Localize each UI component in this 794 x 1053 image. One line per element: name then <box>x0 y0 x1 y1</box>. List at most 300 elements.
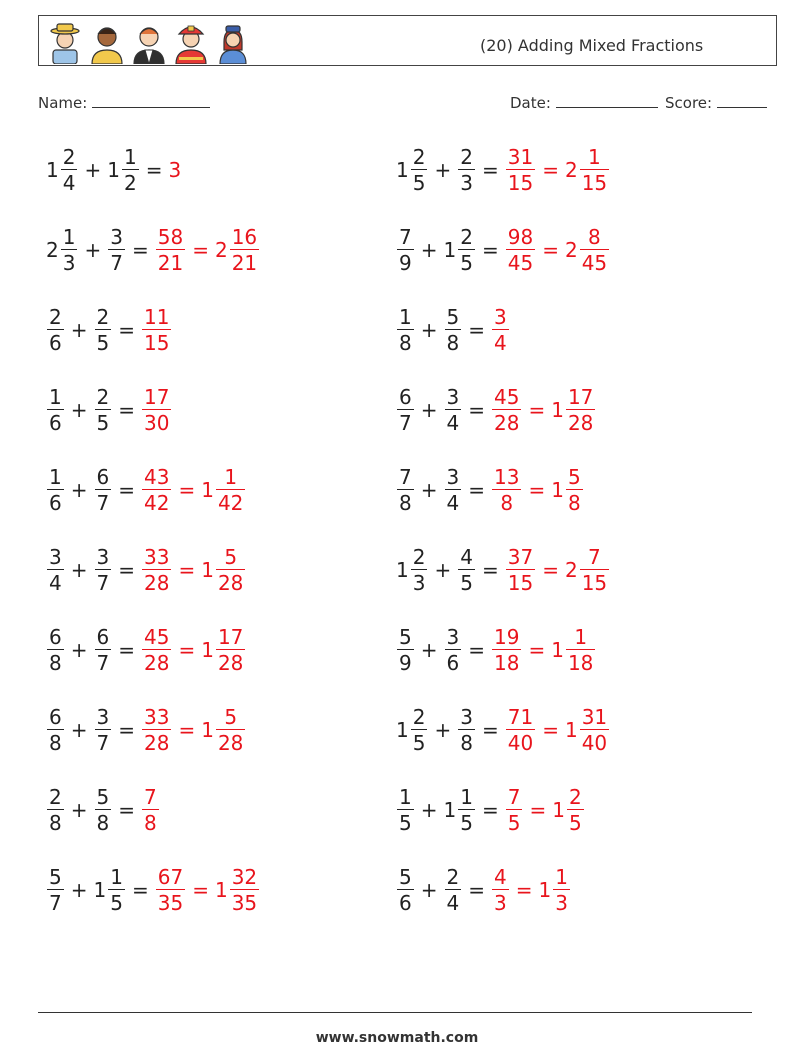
answer <box>155 864 260 916</box>
denominator: 45 <box>507 251 534 276</box>
numerator: 3 <box>494 304 507 329</box>
whole-number: 1 <box>201 478 214 502</box>
fraction <box>61 224 78 276</box>
problem-7 <box>46 378 172 442</box>
numerator: 33 <box>144 704 170 729</box>
fraction <box>47 544 64 596</box>
numerator: 7 <box>507 784 521 809</box>
fraction <box>580 544 609 596</box>
equals-sign: = <box>131 238 149 262</box>
answer <box>141 384 172 436</box>
fraction <box>95 304 112 356</box>
numerator: 7 <box>588 544 601 569</box>
problem-14 <box>396 618 596 682</box>
denominator: 5 <box>412 171 426 196</box>
denominator: 8 <box>49 651 62 676</box>
equals-sign: = <box>481 558 499 582</box>
improper-fraction <box>491 304 510 356</box>
equals-sign: = <box>542 718 559 742</box>
equals-sign: = <box>145 158 163 182</box>
score-field <box>665 93 767 112</box>
denominator: 4 <box>446 891 460 916</box>
addend-2 <box>457 144 476 196</box>
problem-10 <box>396 458 584 522</box>
date-blank <box>556 93 658 108</box>
numerator: 2 <box>412 144 426 169</box>
explorer-avatar-icon <box>47 20 83 64</box>
denominator: 4 <box>446 411 460 436</box>
denominator: 15 <box>144 331 170 356</box>
denominator: 42 <box>217 491 244 516</box>
numerator: 1 <box>123 144 137 169</box>
numerator: 1 <box>574 624 588 649</box>
improper-fraction <box>491 624 522 676</box>
addend-1 <box>396 224 415 276</box>
fraction <box>47 864 64 916</box>
answer <box>505 544 610 596</box>
numerator: 7 <box>144 784 157 809</box>
mixed-result <box>201 544 246 596</box>
denominator: 3 <box>412 571 426 596</box>
numerator: 6 <box>399 384 412 409</box>
denominator: 8 <box>49 731 62 756</box>
fraction <box>506 224 535 276</box>
addend-1 <box>46 384 65 436</box>
improper-fraction <box>141 784 160 836</box>
denominator: 5 <box>460 811 473 836</box>
numerator: 2 <box>96 384 110 409</box>
denominator: 7 <box>96 651 110 676</box>
numerator: 2 <box>96 304 110 329</box>
numerator: 3 <box>96 544 110 569</box>
numerator: 5 <box>399 624 412 649</box>
denominator: 6 <box>446 651 460 676</box>
addend-1 <box>46 144 78 196</box>
addend-1 <box>396 624 415 676</box>
numerator: 31 <box>581 704 608 729</box>
numerator: 17 <box>217 624 244 649</box>
fraction <box>445 304 462 356</box>
equals-sign: = <box>468 638 485 662</box>
addend-1 <box>46 864 65 916</box>
plus-sign: + <box>420 878 438 902</box>
numerator: 7 <box>399 224 412 249</box>
fraction <box>47 704 64 756</box>
fraction <box>445 864 462 916</box>
answer <box>491 384 596 436</box>
whole-number: 3 <box>168 158 182 182</box>
whole-number: 1 <box>551 478 564 502</box>
fraction <box>506 144 535 196</box>
footer-url: www.snowmath.com <box>315 1030 479 1046</box>
denominator: 5 <box>568 811 582 836</box>
fraction <box>580 144 609 196</box>
numerator: 1 <box>49 464 62 489</box>
mixed-result <box>201 464 246 516</box>
fraction <box>122 144 139 196</box>
answer <box>141 464 246 516</box>
fraction <box>230 224 259 276</box>
denominator: 6 <box>49 411 62 436</box>
denominator: 30 <box>144 411 170 436</box>
numerator: 6 <box>96 464 110 489</box>
denominator: 3 <box>494 891 507 916</box>
addend-1 <box>46 784 65 836</box>
problem-8 <box>396 378 596 442</box>
denominator: 28 <box>217 571 244 596</box>
answer <box>491 864 571 916</box>
numerator: 5 <box>96 784 110 809</box>
plus-sign: + <box>84 238 102 262</box>
whole-number: 1 <box>538 878 552 902</box>
numerator: 5 <box>399 864 412 889</box>
plus-sign: + <box>434 558 452 582</box>
mixed-result <box>201 704 246 756</box>
equals-sign: = <box>481 718 499 742</box>
problem-3 <box>46 218 260 282</box>
numerator: 37 <box>507 544 534 569</box>
whole-number: 2 <box>214 238 228 262</box>
problem-19 <box>46 858 260 922</box>
denominator: 7 <box>96 571 110 596</box>
fraction <box>142 704 171 756</box>
whole-number: 1 <box>107 158 120 182</box>
denominator: 8 <box>49 811 62 836</box>
equals-sign: = <box>542 558 559 582</box>
whole-number: 2 <box>564 158 578 182</box>
numerator: 2 <box>460 224 473 249</box>
equals-sign: = <box>468 878 485 902</box>
score-blank <box>717 93 767 108</box>
denominator: 5 <box>96 331 110 356</box>
numerator: 8 <box>588 224 601 249</box>
numerator: 45 <box>494 384 520 409</box>
fraction <box>580 704 609 756</box>
denominator: 28 <box>217 651 244 676</box>
fraction <box>108 224 125 276</box>
denominator: 3 <box>62 251 76 276</box>
date-field <box>510 93 658 112</box>
numerator: 3 <box>446 464 460 489</box>
equals-sign: = <box>178 478 196 502</box>
denominator: 21 <box>157 251 184 276</box>
answer <box>141 544 246 596</box>
numerator: 6 <box>96 624 110 649</box>
numerator: 6 <box>49 704 62 729</box>
numerator: 3 <box>460 704 473 729</box>
denominator: 15 <box>507 171 534 196</box>
mixed-result <box>564 544 610 596</box>
answer <box>505 224 610 276</box>
fraction <box>216 544 245 596</box>
plus-sign: + <box>434 718 452 742</box>
denominator: 42 <box>144 491 170 516</box>
equals-sign: = <box>192 238 209 262</box>
addend-2 <box>94 304 113 356</box>
answer <box>141 704 246 756</box>
fraction <box>142 384 171 436</box>
fraction <box>47 384 64 436</box>
fraction <box>108 864 125 916</box>
answer <box>141 304 172 356</box>
addend-2 <box>107 144 139 196</box>
numerator: 2 <box>49 304 62 329</box>
numerator: 2 <box>568 784 582 809</box>
name-label: Name: <box>38 94 88 112</box>
improper-fraction <box>505 544 536 596</box>
plus-sign: + <box>420 798 438 822</box>
addend-1 <box>46 624 65 676</box>
problem-16 <box>396 698 610 762</box>
whole-number: 2 <box>46 238 59 262</box>
whole-number: 1 <box>201 718 214 742</box>
equals-sign: = <box>481 158 499 182</box>
fraction <box>142 464 171 516</box>
fraction <box>492 384 521 436</box>
numerator: 4 <box>460 544 473 569</box>
denominator: 8 <box>399 331 412 356</box>
equals-sign: = <box>468 398 485 422</box>
answer <box>168 158 182 182</box>
whole-number: 1 <box>396 158 409 182</box>
plus-sign: + <box>70 398 88 422</box>
answer <box>505 704 610 756</box>
denominator: 7 <box>110 251 123 276</box>
whole-number: 1 <box>396 718 409 742</box>
denominator: 5 <box>110 891 123 916</box>
equals-sign: = <box>542 238 559 262</box>
date-label: Date: <box>510 94 551 112</box>
addend-1 <box>396 784 415 836</box>
denominator: 3 <box>460 171 473 196</box>
fraction <box>506 784 523 836</box>
equals-sign: = <box>118 318 135 342</box>
mixed-result <box>551 384 596 436</box>
numerator: 5 <box>224 704 238 729</box>
fraction <box>566 384 595 436</box>
numerator: 1 <box>399 304 412 329</box>
fraction <box>95 544 112 596</box>
numerator: 5 <box>224 544 238 569</box>
whole-number: 2 <box>564 238 578 262</box>
addend-2 <box>444 464 463 516</box>
addend-2 <box>94 464 113 516</box>
worksheet-header <box>38 15 777 66</box>
equals-sign: = <box>528 478 546 502</box>
fraction <box>142 544 171 596</box>
plus-sign: + <box>70 558 88 582</box>
whole-number: 1 <box>201 638 214 662</box>
improper-fraction <box>155 864 186 916</box>
mixed-result <box>168 158 182 182</box>
denominator: 4 <box>494 331 507 356</box>
name-field <box>38 93 210 112</box>
fraction <box>445 384 462 436</box>
numerator: 6 <box>49 624 62 649</box>
denominator: 4 <box>446 491 460 516</box>
numerator: 1 <box>555 864 568 889</box>
addend-1 <box>46 464 65 516</box>
numerator: 16 <box>231 224 258 249</box>
denominator: 5 <box>96 411 110 436</box>
denominator: 28 <box>144 731 170 756</box>
fraction <box>567 784 584 836</box>
fraction <box>397 624 414 676</box>
whole-number: 1 <box>552 798 565 822</box>
problem-11 <box>46 538 246 602</box>
fraction <box>458 704 475 756</box>
equals-sign: = <box>528 638 546 662</box>
fraction <box>397 224 414 276</box>
answer <box>155 224 260 276</box>
addend-2 <box>443 784 476 836</box>
addend-1 <box>396 864 415 916</box>
numerator: 3 <box>110 224 123 249</box>
equals-sign: = <box>118 478 135 502</box>
fraction <box>142 304 171 356</box>
plus-sign: + <box>420 398 438 422</box>
denominator: 5 <box>399 811 412 836</box>
improper-fraction <box>141 704 172 756</box>
addend-1 <box>46 304 65 356</box>
addend-2 <box>443 224 476 276</box>
denominator: 6 <box>399 891 412 916</box>
denominator: 15 <box>581 571 608 596</box>
denominator: 18 <box>567 651 594 676</box>
mixed-result <box>214 864 260 916</box>
addend-1 <box>396 704 428 756</box>
addend-2 <box>444 864 463 916</box>
improper-fraction <box>505 704 536 756</box>
fraction <box>47 624 64 676</box>
plus-sign: + <box>420 638 438 662</box>
denominator: 45 <box>581 251 608 276</box>
waiter-avatar-icon <box>131 20 167 64</box>
fraction <box>506 704 535 756</box>
numerator: 3 <box>446 384 460 409</box>
equals-sign: = <box>529 798 547 822</box>
numerator: 1 <box>110 864 123 889</box>
name-blank <box>92 93 210 108</box>
equals-sign: = <box>118 798 135 822</box>
numerator: 71 <box>507 704 534 729</box>
fraction <box>492 624 521 676</box>
mixed-result <box>538 864 571 916</box>
whole-number: 1 <box>564 718 578 742</box>
numerator: 1 <box>588 144 601 169</box>
equals-sign: = <box>118 398 135 422</box>
denominator: 4 <box>49 571 62 596</box>
fraction <box>492 864 509 916</box>
problem-1 <box>46 138 182 202</box>
denominator: 8 <box>446 331 460 356</box>
mixed-result <box>201 624 246 676</box>
denominator: 7 <box>96 731 110 756</box>
addend-1 <box>396 544 428 596</box>
whole-number: 1 <box>46 158 59 182</box>
equals-sign: = <box>481 238 499 262</box>
numerator: 2 <box>446 864 460 889</box>
improper-fraction <box>141 464 172 516</box>
whole-number: 1 <box>214 878 228 902</box>
denominator: 8 <box>460 731 473 756</box>
whole-number: 1 <box>201 558 214 582</box>
numerator: 2 <box>412 544 426 569</box>
numerator: 45 <box>144 624 170 649</box>
numerator: 4 <box>494 864 507 889</box>
fraction <box>580 224 609 276</box>
denominator: 8 <box>96 811 110 836</box>
addend-2 <box>444 624 463 676</box>
numerator: 3 <box>446 624 460 649</box>
fraction <box>553 864 570 916</box>
addend-2 <box>93 864 126 916</box>
fraction <box>95 384 112 436</box>
addend-1 <box>46 224 78 276</box>
fraction <box>95 784 112 836</box>
denominator: 6 <box>49 331 62 356</box>
fraction <box>216 464 245 516</box>
fraction <box>95 464 112 516</box>
denominator: 28 <box>144 651 170 676</box>
denominator: 40 <box>581 731 608 756</box>
improper-fraction <box>155 224 186 276</box>
improper-fraction <box>505 784 524 836</box>
improper-fraction <box>491 864 510 916</box>
addend-1 <box>396 464 415 516</box>
numerator: 1 <box>224 464 238 489</box>
fraction <box>397 784 414 836</box>
addend-2 <box>94 544 113 596</box>
avatar-strip <box>47 20 251 64</box>
fraction <box>492 464 521 516</box>
fraction <box>458 544 475 596</box>
plus-sign: + <box>70 478 88 502</box>
score-label: Score: <box>665 94 713 112</box>
whole-number: 2 <box>564 558 578 582</box>
equals-sign: = <box>118 558 135 582</box>
whole-number: 1 <box>396 558 409 582</box>
problem-15 <box>46 698 246 762</box>
denominator: 15 <box>581 171 608 196</box>
fraction <box>411 144 428 196</box>
addend-2 <box>94 784 113 836</box>
fraction <box>216 624 245 676</box>
denominator: 8 <box>399 491 412 516</box>
fraction <box>458 224 475 276</box>
plus-sign: + <box>70 798 88 822</box>
equals-sign: = <box>542 158 559 182</box>
answer <box>141 784 160 836</box>
mixed-result <box>551 624 596 676</box>
denominator: 28 <box>144 571 170 596</box>
fraction <box>47 464 64 516</box>
fraction <box>61 144 78 196</box>
addend-2 <box>444 304 463 356</box>
numerator: 67 <box>157 864 184 889</box>
improper-fraction <box>141 544 172 596</box>
numerator: 1 <box>62 224 76 249</box>
problem-5 <box>46 298 172 362</box>
addend-1 <box>396 384 415 436</box>
plus-sign: + <box>420 238 438 262</box>
pilot-avatar-icon <box>215 20 251 64</box>
numerator: 3 <box>96 704 110 729</box>
denominator: 28 <box>567 411 594 436</box>
mixed-result <box>564 704 610 756</box>
denominator: 9 <box>399 651 412 676</box>
addend-2 <box>94 704 113 756</box>
